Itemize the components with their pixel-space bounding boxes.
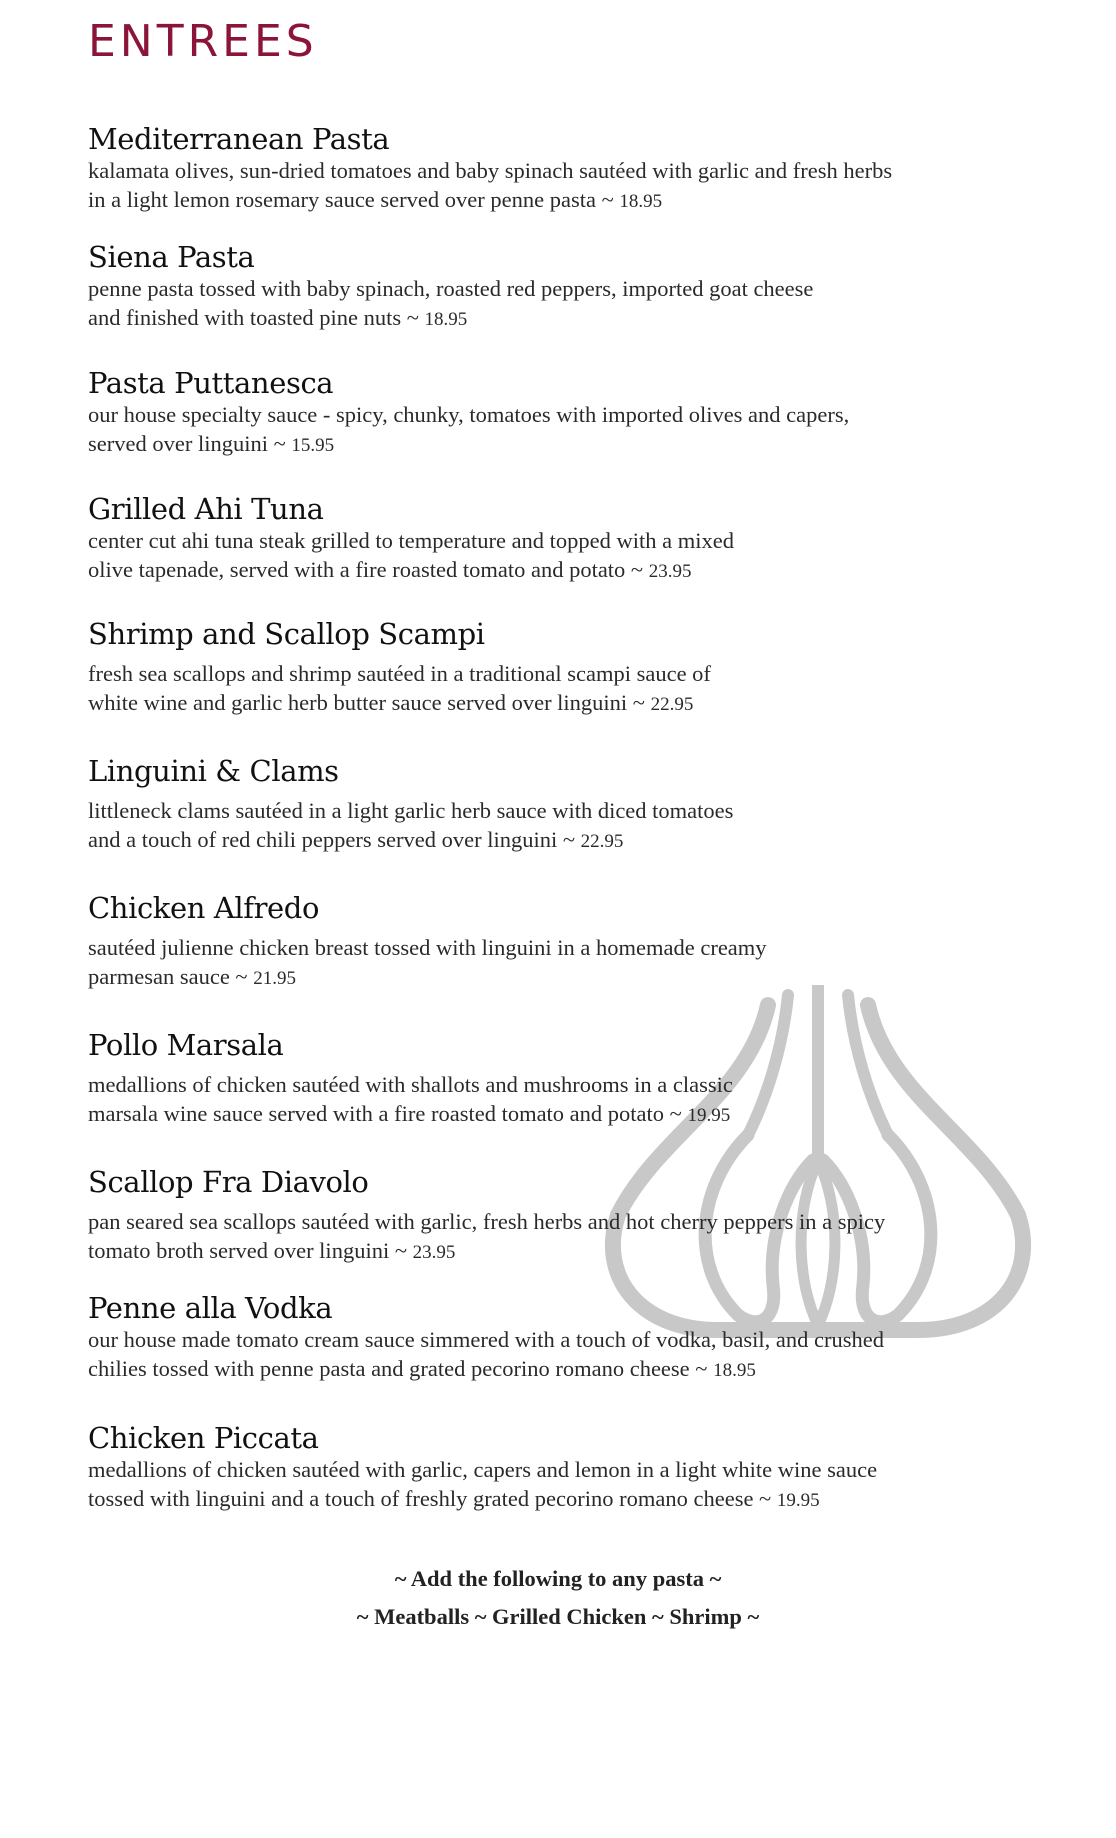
menu-item-description: penne pasta tossed with baby spinach, roasted red peppers, imported goat cheese and finished with toasted pine nuts ~ 18.95 <box>88 276 814 330</box>
menu-item-description: center cut ahi tuna steak grilled to temperature and topped with a mixed olive tapenade, served with a fire roasted tomato and potato ~ 23.95 <box>88 528 735 582</box>
menu-item-name: Chicken Alfredo <box>88 891 320 925</box>
menu-item-name: Pollo Marsala <box>88 1028 284 1062</box>
menu-item <box>88 122 1068 216</box>
menu-item-name: Siena Pasta <box>88 240 255 274</box>
menu-item-price: 18.95 <box>713 1360 756 1381</box>
menu-item-price: 21.95 <box>253 968 296 989</box>
menu-item-description: our house made tomato cream sauce simmered with a touch of vodka, basil, and crushed chilies tossed with penne pasta and grated pecorino romano cheese ~ 18.95 <box>88 1327 885 1381</box>
menu-item <box>88 1291 1068 1385</box>
menu-item-price: 19.95 <box>776 1490 820 1511</box>
menu-item-description: fresh sea scallops and shrimp sautéed in a traditional scampi sauce of white wine and garlic herb butter sauce served over linguini ~ 22.95 <box>88 661 711 715</box>
menu-item <box>88 891 1068 993</box>
menu-item <box>88 617 1068 719</box>
menu-item-name: Chicken Piccata <box>88 1421 319 1455</box>
menu-item-price: 22.95 <box>580 831 624 852</box>
menu-item-description: littleneck clams sautéed in a light garlic herb sauce with diced tomatoes and a touch of red chili peppers served over linguini ~ 22.95 <box>88 798 734 852</box>
menu-item-name: Mediterranean Pasta <box>88 122 390 156</box>
menu-item-name: Linguini & Clams <box>88 754 339 788</box>
addons-options: ~ Meatballs ~ Grilled Chicken ~ Shrimp ~ <box>356 1604 760 1629</box>
menu-item-description: sautéed julienne chicken breast tossed with linguini in a homemade creamy parmesan sauce ~ 21.95 <box>88 935 767 989</box>
page-title: ENTREES <box>88 16 318 67</box>
menu-item-price: 18.95 <box>424 309 468 330</box>
menu-item <box>88 754 1068 856</box>
menu-item-name: Shrimp and Scallop Scampi <box>88 617 485 651</box>
menu-item-description: pan seared sea scallops sautéed with garlic, fresh herbs and hot cherry peppers in a spicy tomato broth served over linguini ~ 23.95 <box>88 1209 886 1263</box>
addons-heading: ~ Add the following to any pasta ~ <box>394 1566 722 1591</box>
menu-item-price: 15.95 <box>291 435 335 456</box>
menu-item-price: 19.95 <box>687 1105 731 1126</box>
menu-item-name: Grilled Ahi Tuna <box>88 492 324 526</box>
menu-item-price: 22.95 <box>650 694 694 715</box>
menu-item-description: medallions of chicken sautéed with shallots and mushrooms in a classic marsala wine sauce served with a fire roasted tomato and potato ~ 19.95 <box>88 1072 733 1126</box>
menu-item-description: medallions of chicken sautéed with garlic, capers and lemon in a light white wine sauce tossed with linguini and a touch of freshly grated pecorino romano cheese ~ 19.95 <box>88 1457 878 1511</box>
menu-item-name: Scallop Fra Diavolo <box>88 1165 369 1199</box>
menu-item <box>88 1421 1068 1515</box>
menu-item-price: 23.95 <box>648 561 692 582</box>
menu-item-description: our house specialty sauce - spicy, chunky, tomatoes with imported olives and capers, served over linguini ~ 15.95 <box>88 402 850 456</box>
pasta-addons <box>0 1560 1116 1636</box>
menu-item <box>88 492 1068 586</box>
menu-item-description: kalamata olives, sun-dried tomatoes and baby spinach sautéed with garlic and fresh herbs in a light lemon rosemary sauce served over penne pasta ~ 18.95 <box>88 158 893 212</box>
menu-item <box>88 366 1068 460</box>
menu-item <box>88 1028 1068 1130</box>
menu-item-name: Pasta Puttanesca <box>88 366 334 400</box>
menu-item <box>88 240 1068 334</box>
menu-item-name: Penne alla Vodka <box>88 1291 333 1325</box>
menu-item-price: 23.95 <box>412 1242 456 1263</box>
menu-item-price: 18.95 <box>619 191 663 212</box>
menu-item <box>88 1165 1068 1267</box>
